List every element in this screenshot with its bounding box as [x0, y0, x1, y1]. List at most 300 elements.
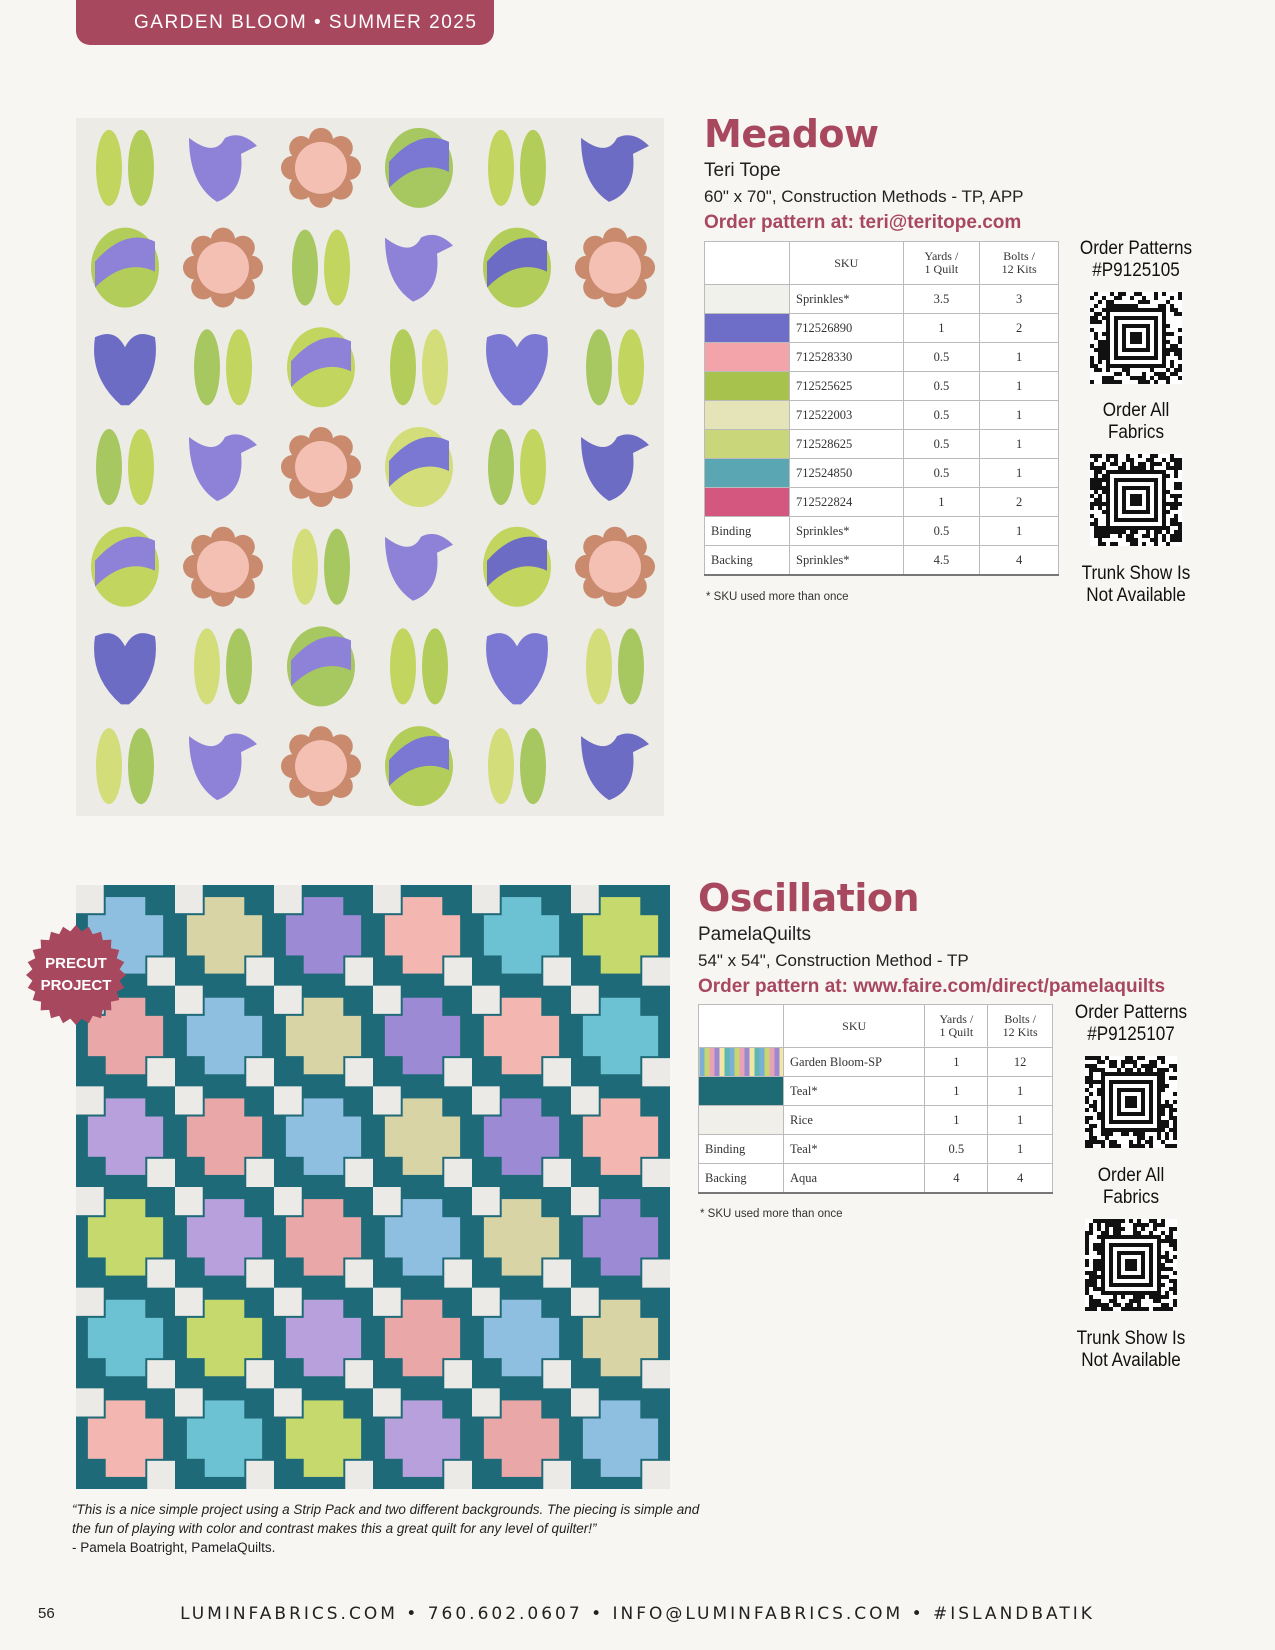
qr-module: [1154, 506, 1158, 510]
qr-module: [1130, 458, 1134, 462]
qr-module: [1126, 308, 1130, 312]
qr-module: [1106, 498, 1110, 502]
qr-module: [1178, 352, 1182, 356]
qr-module: [1166, 530, 1170, 534]
quilt-block-stripe: [385, 128, 453, 208]
qr-module: [1174, 462, 1178, 466]
fabric-swatch: [699, 1048, 784, 1077]
qr-module: [1106, 308, 1110, 312]
corner-square: [472, 885, 500, 913]
qr-module: [1121, 1120, 1125, 1124]
meadow-order-link[interactable]: Order pattern at: teri@teritope.com: [704, 212, 1022, 233]
corner-square: [444, 1058, 472, 1086]
qr-module: [1090, 328, 1094, 332]
qr-module: [1174, 522, 1178, 526]
qr-module: [1162, 356, 1166, 360]
qr-module: [1101, 1120, 1105, 1124]
qr-module: [1098, 470, 1102, 474]
qr-module: [1097, 1219, 1101, 1223]
qr-module: [1130, 296, 1134, 300]
qr-module: [1149, 1231, 1153, 1235]
qr-module: [1165, 1251, 1169, 1255]
qr-module: [1097, 1243, 1101, 1247]
qr-module: [1114, 364, 1118, 368]
qr-module: [1157, 1235, 1161, 1239]
qr-module: [1149, 1060, 1153, 1064]
corner-square: [444, 1159, 472, 1187]
leaf-shape: [128, 728, 154, 804]
qr-module: [1170, 494, 1174, 498]
qr-module: [1154, 470, 1158, 474]
cross-horizontal: [88, 1117, 163, 1157]
corner-square: [175, 1288, 203, 1316]
qr-module: [1113, 1128, 1117, 1132]
table-row: [705, 517, 1059, 546]
qr-module: [1157, 1255, 1161, 1259]
qr-module: [1174, 372, 1178, 376]
qr-module: [1102, 296, 1106, 300]
qr-module: [1174, 502, 1178, 506]
qr-module: [1113, 1140, 1117, 1144]
cross-horizontal: [187, 1117, 262, 1157]
leaf-shape: [324, 230, 350, 306]
qr-module: [1174, 348, 1178, 352]
qr-module: [1089, 1080, 1093, 1084]
qr-module: [1149, 1259, 1153, 1263]
qr-module: [1137, 1128, 1141, 1132]
qr-module: [1161, 1223, 1165, 1227]
qr-module: [1090, 462, 1094, 466]
qr-module: [1158, 364, 1162, 368]
cell-sku: Sprinkles*: [790, 285, 904, 314]
qr-module: [1102, 340, 1106, 344]
qr-module: [1110, 376, 1114, 380]
qr-module: [1117, 1251, 1121, 1255]
qr-module: [1178, 466, 1182, 470]
qr-module: [1089, 1064, 1093, 1068]
qr-module: [1134, 356, 1138, 360]
qr-module: [1125, 1235, 1129, 1239]
qr-module: [1138, 526, 1142, 530]
qr-module: [1153, 1219, 1157, 1223]
qr-module: [1114, 458, 1118, 462]
quilt-block-stripe: [385, 427, 453, 507]
qr-module: [1173, 1144, 1177, 1148]
qr-module: [1133, 1144, 1137, 1148]
qr-module: [1142, 462, 1146, 466]
qr-module: [1106, 332, 1110, 336]
cell-yards: 0.5: [903, 401, 980, 430]
qr-module: [1101, 1080, 1105, 1084]
qr-module: [1106, 376, 1110, 380]
qr-module: [1146, 364, 1150, 368]
qr-module: [1117, 1128, 1121, 1132]
cross-horizontal: [286, 1419, 361, 1459]
quilt-block-stripe: [483, 527, 551, 607]
qr-module: [1121, 1072, 1125, 1076]
qr-module: [1141, 1263, 1145, 1267]
flower-center: [197, 541, 249, 593]
qr-module: [1165, 1104, 1169, 1108]
qr-module: [1173, 1128, 1177, 1132]
qr-module: [1149, 1295, 1153, 1299]
qr-module: [1106, 348, 1110, 352]
qr-module: [1101, 1267, 1105, 1271]
qr-module: [1097, 1263, 1101, 1267]
qr-module: [1142, 518, 1146, 522]
qr-module: [1169, 1064, 1173, 1068]
qr-module: [1113, 1303, 1117, 1307]
corner-square: [642, 1159, 670, 1187]
qr-module: [1133, 1295, 1137, 1299]
qr-module: [1142, 364, 1146, 368]
qr-module: [1109, 1112, 1113, 1116]
corner-square: [76, 1388, 104, 1416]
qr-module: [1121, 1112, 1125, 1116]
qr-module: [1122, 466, 1126, 470]
qr-module: [1125, 1068, 1129, 1072]
qr-module: [1170, 538, 1174, 542]
qr-module: [1157, 1068, 1161, 1072]
qr-module: [1162, 478, 1166, 482]
table-header-bolts: Bolts / 12 Kits: [988, 1005, 1053, 1048]
corner-square: [373, 986, 401, 1014]
qr-module: [1105, 1227, 1109, 1231]
qr-module: [1094, 534, 1098, 538]
qr-module: [1106, 514, 1110, 518]
table-header-row: [705, 242, 1059, 285]
cross-horizontal: [583, 1016, 658, 1056]
qr-module: [1101, 1084, 1105, 1088]
qr-module: [1125, 1243, 1129, 1247]
qr-module: [1118, 308, 1122, 312]
qr-module: [1093, 1275, 1097, 1279]
corner-square: [147, 957, 175, 985]
quilt-background: [76, 118, 664, 816]
qr-module: [1101, 1092, 1105, 1096]
qr-module: [1122, 308, 1126, 312]
qr-module: [1162, 518, 1166, 522]
qr-module: [1121, 1295, 1125, 1299]
qr-module: [1094, 530, 1098, 534]
qr-module: [1094, 312, 1098, 316]
qr-module: [1101, 1096, 1105, 1100]
qr-module: [1138, 356, 1142, 360]
qr-module: [1085, 1271, 1089, 1275]
leaf-shape: [488, 130, 514, 206]
qr-module: [1098, 466, 1102, 470]
corner-square: [147, 1058, 175, 1086]
qr-module: [1174, 312, 1178, 316]
qr-module: [1101, 1235, 1105, 1239]
qr-module: [1094, 292, 1098, 296]
qr-module: [1089, 1076, 1093, 1080]
qr-module: [1170, 518, 1174, 522]
qr-module: [1153, 1223, 1157, 1227]
qr-module: [1102, 542, 1106, 546]
qr-module: [1162, 376, 1166, 380]
qr-module: [1102, 332, 1106, 336]
qr-module: [1114, 332, 1118, 336]
qr-module: [1138, 376, 1142, 380]
qr-module: [1174, 466, 1178, 470]
qr-module: [1106, 518, 1110, 522]
qr-module: [1150, 376, 1154, 380]
qr-module: [1105, 1307, 1109, 1311]
qr-module: [1161, 1219, 1165, 1223]
qr-module: [1113, 1072, 1117, 1076]
corner-square: [373, 1388, 401, 1416]
qr-module: [1109, 1279, 1113, 1283]
qr-module: [1089, 1128, 1093, 1132]
qr-module: [1113, 1080, 1117, 1084]
qr-module: [1174, 506, 1178, 510]
qr-module: [1154, 296, 1158, 300]
qr-module: [1161, 1231, 1165, 1235]
oscillation-order-patterns-qr-code[interactable]: [1085, 1056, 1177, 1148]
corner-square: [147, 1159, 175, 1187]
qr-module: [1138, 300, 1142, 304]
qr-module: [1109, 1307, 1113, 1311]
qr-module: [1117, 1303, 1121, 1307]
qr-module: [1170, 332, 1174, 336]
cell-sku: Rice: [784, 1106, 925, 1135]
qr-module: [1161, 1084, 1165, 1088]
qr-module: [1161, 1255, 1165, 1259]
badge-line-1: PRECUT: [45, 955, 107, 972]
qr-module: [1141, 1295, 1145, 1299]
qr-module: [1149, 1092, 1153, 1096]
qr-module: [1173, 1108, 1177, 1112]
qr-module: [1085, 1076, 1089, 1080]
qr-module: [1138, 462, 1142, 466]
qr-module: [1114, 356, 1118, 360]
qr-module: [1102, 502, 1106, 506]
qr-module: [1130, 486, 1134, 490]
qr-module: [1129, 1263, 1133, 1267]
qr-module: [1154, 372, 1158, 376]
qr-module: [1173, 1243, 1177, 1247]
qr-module: [1154, 526, 1158, 530]
qr-module: [1129, 1219, 1133, 1223]
corner-square: [175, 885, 203, 913]
qr-module: [1085, 1291, 1089, 1295]
qr-module: [1102, 344, 1106, 348]
qr-module: [1101, 1116, 1105, 1120]
qr-module: [1089, 1223, 1093, 1227]
qr-module: [1178, 312, 1182, 316]
qr-module: [1094, 316, 1098, 320]
qr-module: [1114, 478, 1118, 482]
meadow-designer: Teri Tope: [704, 160, 781, 181]
qr-module: [1149, 1116, 1153, 1120]
qr-module: [1149, 1235, 1153, 1239]
qr-module: [1114, 502, 1118, 506]
qr-module: [1098, 352, 1102, 356]
qr-module: [1134, 332, 1138, 336]
qr-module: [1097, 1140, 1101, 1144]
qr-module: [1162, 522, 1166, 526]
qr-module: [1113, 1299, 1117, 1303]
qr-module: [1101, 1124, 1105, 1128]
qr-module: [1146, 526, 1150, 530]
qr-module: [1178, 538, 1182, 542]
corner-square: [373, 885, 401, 913]
cell-bolts: 1: [980, 430, 1059, 459]
qr-module: [1113, 1223, 1117, 1227]
qr-module: [1122, 356, 1126, 360]
oscillation-title: Oscillation: [698, 876, 920, 920]
meadow-order-patterns-qr-code[interactable]: [1090, 292, 1182, 384]
qr-module: [1094, 478, 1098, 482]
qr-module: [1141, 1271, 1145, 1275]
qr-module: [1109, 1247, 1113, 1251]
oscillation-order-link[interactable]: Order pattern at: www.faire.com/direct/pamelaquilts: [698, 976, 1166, 997]
qr-module: [1098, 360, 1102, 364]
qr-module: [1141, 1259, 1145, 1263]
oscillation-meta: [698, 922, 1165, 1000]
qr-module: [1142, 372, 1146, 376]
qr-module: [1170, 454, 1174, 458]
qr-module: [1097, 1267, 1101, 1271]
qr-module: [1130, 466, 1134, 470]
qr-module: [1149, 1136, 1153, 1140]
qr-module: [1173, 1076, 1177, 1080]
cross-horizontal: [187, 1016, 262, 1056]
corner-square: [642, 1461, 670, 1489]
qr-module: [1133, 1275, 1137, 1279]
qr-module: [1109, 1072, 1113, 1076]
qr-module: [1174, 518, 1178, 522]
qr-module: [1162, 538, 1166, 542]
qr-module: [1105, 1056, 1109, 1060]
qr-module: [1106, 474, 1110, 478]
cross-horizontal: [286, 915, 361, 955]
qr-module: [1118, 380, 1122, 384]
qr-module: [1134, 376, 1138, 380]
qr-module: [1109, 1283, 1113, 1287]
table-header-yards: Yards / 1 Quilt: [903, 242, 980, 285]
qr-module: [1126, 356, 1130, 360]
qr-module: [1121, 1132, 1125, 1136]
qr-module: [1154, 292, 1158, 296]
qr-module: [1130, 534, 1134, 538]
qr-module: [1162, 458, 1166, 462]
qr-module: [1122, 292, 1126, 296]
qr-module: [1154, 454, 1158, 458]
qr-module: [1102, 490, 1106, 494]
qr-module: [1106, 522, 1110, 526]
qr-module: [1174, 530, 1178, 534]
qr-module: [1138, 348, 1142, 352]
qr-module: [1161, 1275, 1165, 1279]
qr-module: [1138, 340, 1142, 344]
qr-module: [1178, 328, 1182, 332]
qr-module: [1137, 1132, 1141, 1136]
qr-module: [1102, 510, 1106, 514]
qr-module: [1165, 1295, 1169, 1299]
cross-horizontal: [88, 1318, 163, 1358]
qr-module: [1098, 502, 1102, 506]
corner-square: [571, 1187, 599, 1215]
leaf-shape: [586, 628, 612, 704]
qr-module: [1113, 1243, 1117, 1247]
qr-module: [1178, 522, 1182, 526]
qr-module: [1134, 470, 1138, 474]
qr-module: [1098, 348, 1102, 352]
qr-module: [1137, 1299, 1141, 1303]
footer-contact: LUMINFABRICS.COM • 760.602.0607 • INFO@LUMINFABRICS.COM • #ISLANDBATIK: [180, 1604, 1095, 1624]
qr-module: [1093, 1140, 1097, 1144]
qr-module: [1093, 1124, 1097, 1128]
qr-module: [1106, 352, 1110, 356]
qr-module: [1173, 1287, 1177, 1291]
qr-module: [1162, 328, 1166, 332]
qr-module: [1165, 1303, 1169, 1307]
qr-module: [1161, 1104, 1165, 1108]
qr-module: [1101, 1263, 1105, 1267]
qr-module: [1118, 364, 1122, 368]
qr-module: [1145, 1307, 1149, 1311]
table-header-empty: [705, 242, 790, 285]
qr-module: [1106, 458, 1110, 462]
qr-module: [1117, 1259, 1121, 1263]
qr-module: [1145, 1283, 1149, 1287]
qr-module: [1146, 478, 1150, 482]
qr-module: [1118, 356, 1122, 360]
qr-module: [1141, 1064, 1145, 1068]
qr-module: [1089, 1140, 1093, 1144]
qr-module: [1093, 1267, 1097, 1271]
qr-module: [1089, 1231, 1093, 1235]
qr-module: [1114, 320, 1118, 324]
qr-module: [1129, 1096, 1133, 1100]
qr-module: [1157, 1080, 1161, 1084]
qr-module: [1121, 1060, 1125, 1064]
qr-module: [1166, 474, 1170, 478]
qr-module: [1122, 526, 1126, 530]
qr-module: [1102, 356, 1106, 360]
flower-center: [197, 242, 249, 294]
cell-bolts: 1: [980, 401, 1059, 430]
corner-square: [543, 1058, 571, 1086]
qr-module: [1154, 478, 1158, 482]
qr-module: [1102, 380, 1106, 384]
qr-module: [1133, 1072, 1137, 1076]
oscillation-order-all-qr-code[interactable]: [1085, 1219, 1177, 1311]
qr-module: [1170, 502, 1174, 506]
qr-module: [1154, 348, 1158, 352]
qr-module: [1117, 1072, 1121, 1076]
qr-module: [1109, 1235, 1113, 1239]
qr-module: [1165, 1275, 1169, 1279]
qr-module: [1178, 458, 1182, 462]
qr-module: [1122, 340, 1126, 344]
qr-module: [1093, 1247, 1097, 1251]
qr-module: [1141, 1056, 1145, 1060]
qr-module: [1137, 1112, 1141, 1116]
qr-module: [1110, 542, 1114, 546]
qr-module: [1154, 514, 1158, 518]
qr-module: [1089, 1104, 1093, 1108]
qr-module: [1157, 1084, 1161, 1088]
qr-module: [1174, 498, 1178, 502]
qr-module: [1094, 486, 1098, 490]
qr-module: [1146, 490, 1150, 494]
meadow-order-all-qr-code[interactable]: [1090, 454, 1182, 546]
qr-module: [1121, 1088, 1125, 1092]
qr-module: [1114, 482, 1118, 486]
